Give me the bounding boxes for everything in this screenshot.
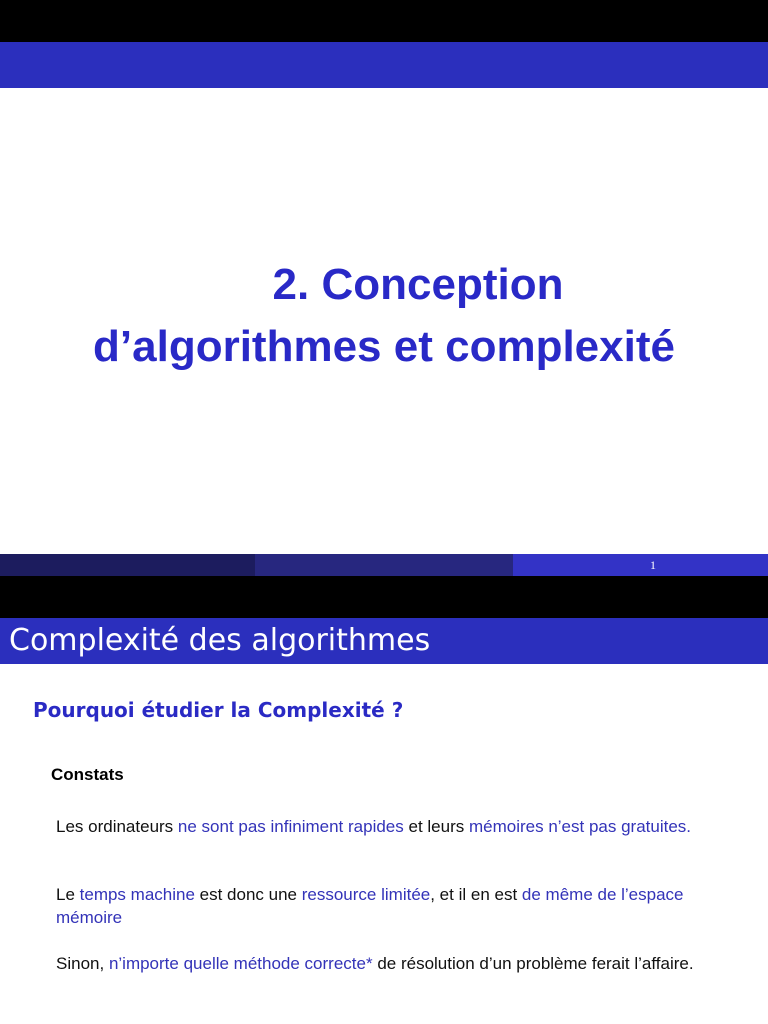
highlighted-text: ne sont pas infiniment rapides	[177, 817, 404, 836]
text-run: est donc une	[194, 885, 302, 904]
highlighted-text: temps machine	[79, 885, 195, 904]
slide1-footer-segment-2	[255, 554, 513, 576]
slide1-top-blue-bar	[0, 42, 768, 88]
paragraph-ordinateurs	[56, 815, 736, 838]
highlighted-text: de même de l’espace mémoire	[56, 885, 684, 927]
slide1-footer-segment-1	[0, 554, 255, 576]
slide1-title-line2: d’algorithmes et complexité	[93, 322, 675, 371]
text-run: de résolution d’un problème ferait l’affaire.	[372, 954, 694, 973]
slide2-subtitle: Pourquoi étudier la Complexité ?	[33, 698, 404, 722]
page-number: 1	[650, 558, 656, 572]
slide1-footer-segment-3	[513, 554, 768, 576]
paragraph-temps-machine	[56, 883, 736, 929]
text-run: Les ordinateurs	[56, 817, 178, 836]
slide2-header-title: Complexité des algorithmes	[9, 623, 431, 658]
paragraph-sinon	[56, 952, 736, 975]
slide1-title-line1: 2. Conception	[272, 260, 564, 309]
slide2-label: Constats	[51, 765, 124, 784]
slide2-top-black-bar	[0, 576, 768, 618]
text-run: Le	[56, 885, 80, 904]
text-run: et leurs	[403, 817, 469, 836]
highlighted-text: n’importe quelle méthode correcte*	[108, 954, 373, 973]
highlighted-text: ressource limitée	[301, 885, 431, 904]
text-run: , et il en est	[430, 885, 522, 904]
highlighted-text: mémoires n’est pas gratuites.	[468, 817, 692, 836]
slide1-top-black-bar	[0, 0, 768, 42]
text-run: Sinon,	[56, 954, 109, 973]
